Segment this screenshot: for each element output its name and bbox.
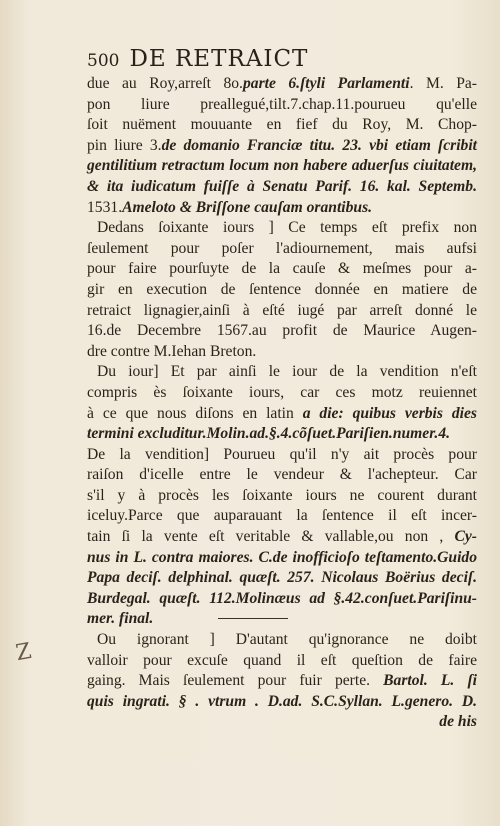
roman-text: iceluy.Parce que auparauant la ſentence il eſt incer- xyxy=(87,507,477,525)
text-line xyxy=(87,527,477,548)
text-line xyxy=(87,671,477,692)
italic-citation: Cy- xyxy=(454,528,477,546)
running-title: DE RETRAICT xyxy=(129,46,309,72)
roman-text: 1531. xyxy=(87,198,123,216)
italic-citation: a die: quibus verbis dies xyxy=(302,404,477,422)
text-line xyxy=(87,362,477,383)
roman-text: pin liure 3. xyxy=(87,136,162,154)
roman-text: gir en execution de ſentence donnée en matiere de xyxy=(87,280,477,298)
roman-text: à ce que nous diſons en latin xyxy=(87,404,303,422)
italic-citation: de his xyxy=(439,713,477,731)
italic-citation: quis ingrati. § . vtrum . D.ad. S.C.Syllan. L.genero. D. xyxy=(87,692,477,710)
text-line xyxy=(87,342,477,363)
page-header xyxy=(87,46,467,74)
roman-text: valloir pour excuſe quand il eſt queſtion de faire xyxy=(87,651,477,669)
underline-rule xyxy=(218,618,288,619)
text-line xyxy=(87,218,477,239)
text-line xyxy=(87,568,477,589)
text-line xyxy=(87,548,477,569)
roman-text: tain ſi la vente eſt veritable & vallable,ou non , xyxy=(87,528,455,546)
page-number: 500 xyxy=(87,51,120,71)
roman-text: due au Roy,arreſt 8o. xyxy=(87,75,243,92)
body-text xyxy=(87,74,477,733)
text-line xyxy=(87,321,477,342)
margin-annotation: Z xyxy=(13,638,34,667)
roman-text: pour faire pourſuyte de la cauſe & meſmes pour a- xyxy=(87,260,477,278)
roman-text: Du iour] Et par ainſi le iour de la vendition n'eſt xyxy=(97,363,477,381)
text-line xyxy=(87,465,477,486)
text-line xyxy=(87,177,477,198)
italic-citation: termini excluditur.Molin.ad.§.4.cõſuet.Pariſien.numer.4. xyxy=(87,425,451,443)
text-line xyxy=(87,692,477,713)
text-line xyxy=(87,712,477,733)
italic-citation: Ameloto & Briſſone cauſam orantibus. xyxy=(122,198,373,216)
italic-citation: Burdegal. quæſt. 112.Molinæus ad §.42.conſuet.Pariſinu- xyxy=(87,589,477,607)
italic-citation: de domanio Franciæ titu. 23. vbi etiam ſcribit xyxy=(161,136,477,154)
text-line xyxy=(87,486,477,507)
text-line xyxy=(87,383,477,404)
roman-text: pon liure preallegué,tilt.7.chap.11.pourueu qu'elle xyxy=(87,95,477,113)
roman-text: 16.de Decembre 1567.au profit de Maurice Augen- xyxy=(87,322,477,340)
text-line xyxy=(87,301,477,322)
roman-text: ſoit nuëment mouuante en fief du Roy, M. Chop- xyxy=(87,116,477,134)
text-line xyxy=(87,506,477,527)
roman-text: De la vendition] Pourueu qu'il n'y ait procès pour xyxy=(87,445,477,463)
text-line xyxy=(87,95,477,116)
italic-citation: gentilitium retractum locum non habere aduerſus ciuitatem, xyxy=(87,157,477,175)
roman-text: . M. Pa- xyxy=(409,75,477,92)
text-line xyxy=(87,74,477,95)
roman-text: ſeulement pour poſer l'adiournement, mais aufsi xyxy=(87,239,477,257)
text-line xyxy=(87,156,477,177)
text-line xyxy=(87,259,477,280)
roman-text: dre contre M.Iehan Breton. xyxy=(87,342,257,360)
roman-text: compris ès ſoixante iours, car ces motz reuiennet xyxy=(87,383,477,401)
text-line xyxy=(87,651,477,672)
roman-text: s'il y à procès les ſoixante iours ne courent durant xyxy=(87,486,477,504)
roman-text: Ou ignorant ] D'autant qu'ignorance ne doibt xyxy=(97,631,477,649)
roman-text: raiſon d'icelle entre le vendeur & l'achepteur. Car xyxy=(87,466,477,484)
italic-citation: Papa deciſ. delphinal. quæſt. 257. Nicolaus Boërius deciſ. xyxy=(87,569,477,587)
roman-text: retraict lignagier,ainſi à eſté iugé par arreſt donné le xyxy=(87,301,477,319)
text-line xyxy=(87,589,477,610)
text-line xyxy=(87,136,477,157)
roman-text: gaing. Mais ſeulement pour fuir perte. xyxy=(87,672,384,690)
italic-citation: parte 6.ſtyli Parlamenti xyxy=(242,75,410,92)
text-line xyxy=(87,424,477,445)
text-line xyxy=(87,280,477,301)
text-line xyxy=(87,198,477,219)
italic-citation: Bartol. L. ſi xyxy=(383,672,477,690)
italic-citation: nus in L. contra maiores. C.de inofficioſo teſtamento.Guido xyxy=(87,548,477,566)
roman-text: Dedans ſoixante iours ] Ce temps eſt prefix non xyxy=(97,219,477,237)
text-line xyxy=(87,239,477,260)
text-line xyxy=(87,115,477,136)
italic-citation: & ita iudicatum fuiſſe à Senatu Parif. 16. kal. Septemb. xyxy=(87,177,477,195)
text-line xyxy=(87,445,477,466)
text-line xyxy=(87,630,477,651)
italic-citation: mer. final. xyxy=(87,610,154,628)
text-line xyxy=(87,609,477,630)
text-line xyxy=(87,404,477,425)
